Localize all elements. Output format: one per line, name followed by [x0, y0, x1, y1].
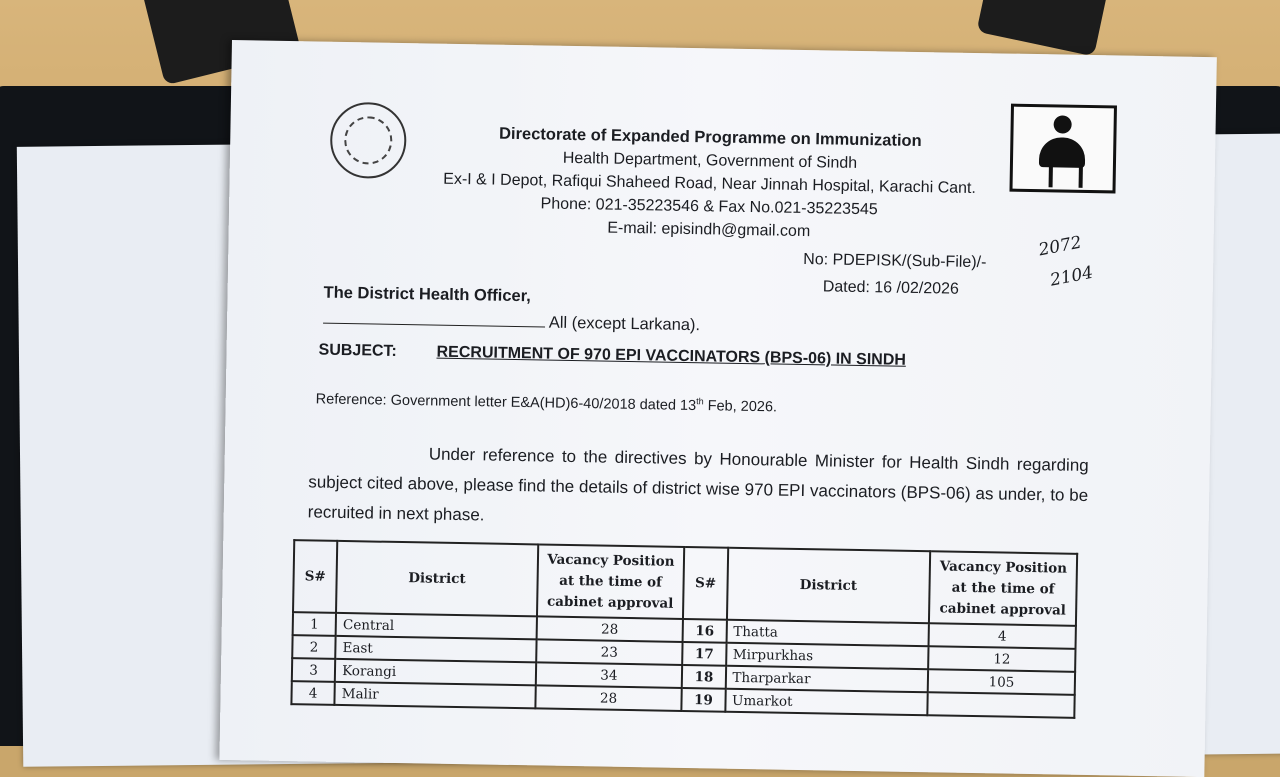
reference-number: No: PDEPISK/(Sub-File)/- — [803, 251, 987, 272]
row-vacancy: 28 — [535, 685, 682, 711]
row-sn: 19 — [682, 688, 726, 712]
handwritten-number-1: 2072 — [1037, 232, 1084, 261]
row-district: Mirpurkhas — [726, 643, 929, 670]
header-vacancy-1: Vacancy Position at the time of cabinet approval — [537, 544, 685, 619]
subject-line — [318, 341, 907, 369]
row-district: East — [335, 636, 536, 662]
header-district-2: District — [726, 548, 930, 624]
epi-logo-icon — [1009, 104, 1117, 194]
body-paragraph: Under reference to the directives by Honourable Minister for Health Sindh regarding subject cited above, please find the details of district wise 970 EPI vaccinators (BPS-06) as under, to be recruited in next phase. — [307, 444, 1089, 525]
row-sn: 18 — [682, 665, 726, 689]
government-seal-icon — [330, 102, 407, 179]
row-sn: 3 — [292, 658, 336, 682]
reference-line — [316, 390, 778, 416]
dept-name: Health Department, Government of Sindh — [562, 149, 858, 172]
date-line: Dated: 16 /02/2026 — [822, 278, 960, 298]
email-line: E-mail: episindh@gmail.com — [607, 219, 811, 241]
subject-label: SUBJECT: — [318, 341, 397, 360]
table-header-row — [293, 540, 1077, 626]
row-district: Central — [336, 613, 537, 639]
row-vacancy: 105 — [928, 669, 1075, 695]
header-vacancy-2: Vacancy Position at the time of cabinet approval — [929, 551, 1077, 626]
row-district: Thatta — [726, 620, 929, 647]
addressee-all: All (except Larkana). — [548, 313, 701, 335]
blank-line — [323, 307, 545, 328]
addressee-to: The District Health Officer, — [323, 283, 531, 306]
header-sn-1: S# — [293, 540, 337, 613]
row-vacancy: 12 — [928, 646, 1075, 672]
subject-text: RECRUITMENT OF 970 EPI VACCINATORS (BPS-06) IN SINDH — [436, 343, 907, 369]
header-sn-2: S# — [683, 547, 727, 620]
reference-superscript: th — [696, 396, 704, 407]
letter-sheet — [219, 40, 1216, 777]
row-sn: 16 — [683, 619, 727, 643]
row-district: Umarkot — [725, 689, 928, 716]
row-vacancy: 34 — [535, 662, 682, 688]
row-vacancy — [927, 692, 1074, 718]
row-district: Tharparkar — [725, 666, 928, 693]
vacancy-table — [290, 539, 1078, 719]
header-district-1: District — [336, 541, 538, 616]
phone-line: Phone: 021-35223546 & Fax No.021-35223545 — [540, 195, 878, 219]
row-vacancy: 28 — [536, 616, 683, 642]
row-sn: 1 — [293, 612, 337, 636]
address-line: Ex-I & I Depot, Rafiqui Shaheed Road, Near Jinnah Hospital, Karachi Cant. — [443, 170, 977, 198]
letterhead — [419, 121, 1001, 246]
row-district: Korangi — [335, 659, 536, 685]
row-district: Malir — [335, 682, 536, 708]
org-name: Directorate of Expanded Programme on Immunization — [498, 124, 922, 151]
row-sn: 17 — [683, 642, 727, 666]
row-sn: 4 — [291, 681, 335, 705]
addressee — [323, 280, 701, 339]
handwritten-number-2: 2104 — [1048, 262, 1095, 291]
row-vacancy: 23 — [536, 639, 683, 665]
reference-text: Reference: Government letter E&A(HD)6-40/2018 dated 13 — [315, 391, 697, 414]
row-sn: 2 — [292, 635, 336, 659]
reference-block — [803, 246, 987, 303]
reference-date: Feb, 2026. — [703, 398, 778, 416]
row-vacancy: 4 — [929, 623, 1076, 649]
